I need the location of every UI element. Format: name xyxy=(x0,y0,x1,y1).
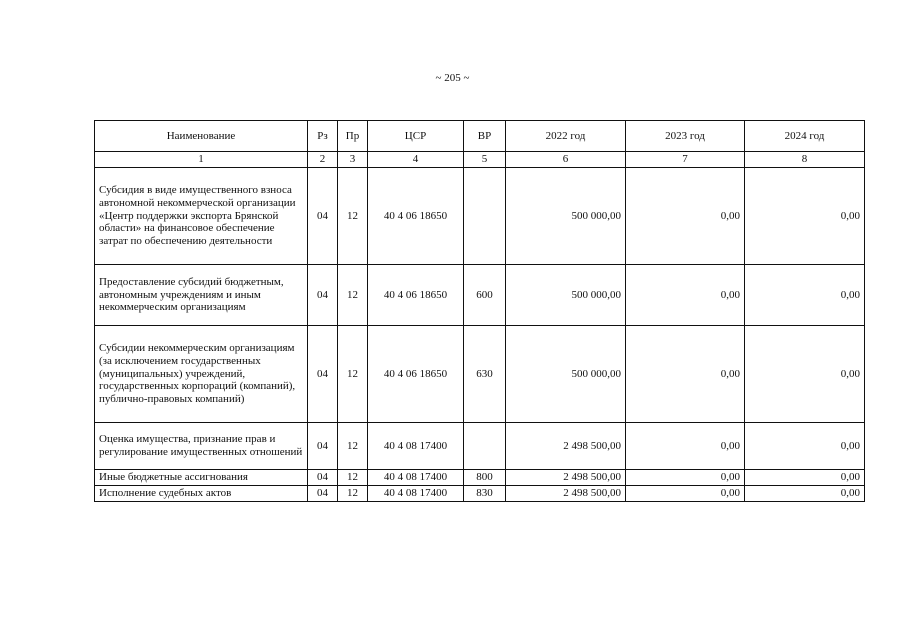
row-2022: 2 498 500,00 xyxy=(506,470,626,486)
row-vr xyxy=(464,168,506,265)
row-pr: 12 xyxy=(338,168,368,265)
page-number: ~ 205 ~ xyxy=(435,72,470,84)
row-pr: 12 xyxy=(338,486,368,502)
header-2024: 2024 год xyxy=(745,121,865,152)
column-number-row xyxy=(95,152,865,168)
row-csr: 40 4 06 18650 xyxy=(368,265,464,326)
column-number: 3 xyxy=(338,152,368,168)
row-2022: 2 498 500,00 xyxy=(506,423,626,470)
row-rz: 04 xyxy=(308,486,338,502)
table-row xyxy=(95,486,865,502)
row-vr: 830 xyxy=(464,486,506,502)
table-row xyxy=(95,168,865,265)
row-name: Субсидия в виде имущественного взноса автономной некоммерческой организации «Центр поддержки экспорта Брянской области» на финансовое обеспечение затрат по обеспечению деятельности xyxy=(95,168,308,265)
row-pr: 12 xyxy=(338,470,368,486)
row-csr: 40 4 08 17400 xyxy=(368,470,464,486)
row-2024: 0,00 xyxy=(745,326,865,423)
row-rz: 04 xyxy=(308,470,338,486)
row-rz: 04 xyxy=(308,326,338,423)
row-2023: 0,00 xyxy=(626,470,745,486)
row-pr: 12 xyxy=(338,265,368,326)
row-name: Исполнение судебных актов xyxy=(95,486,308,502)
row-2024: 0,00 xyxy=(745,265,865,326)
row-2023: 0,00 xyxy=(626,326,745,423)
row-2024: 0,00 xyxy=(745,168,865,265)
table-row xyxy=(95,470,865,486)
header-name: Наименование xyxy=(95,121,308,152)
row-2022: 2 498 500,00 xyxy=(506,486,626,502)
header-pr: Пр xyxy=(338,121,368,152)
table-row xyxy=(95,265,865,326)
row-name: Оценка имущества, признание прав и регулирование имущественных отношений xyxy=(95,423,308,470)
row-csr: 40 4 08 17400 xyxy=(368,423,464,470)
row-name: Субсидии некоммерческим организациям (за исключением государственных (муниципальных) учреждений, государственных корпораций (компаний), публично-правовых компаний) xyxy=(95,326,308,423)
row-csr: 40 4 06 18650 xyxy=(368,168,464,265)
row-2022: 500 000,00 xyxy=(506,265,626,326)
column-number: 2 xyxy=(308,152,338,168)
budget-table xyxy=(94,120,865,502)
row-csr: 40 4 06 18650 xyxy=(368,326,464,423)
row-vr xyxy=(464,423,506,470)
row-name: Предоставление субсидий бюджетным, автономным учреждениям и иным некоммерческим организациям xyxy=(95,265,308,326)
column-number: 8 xyxy=(745,152,865,168)
column-number: 6 xyxy=(506,152,626,168)
row-2023: 0,00 xyxy=(626,423,745,470)
row-2024: 0,00 xyxy=(745,486,865,502)
row-2022: 500 000,00 xyxy=(506,326,626,423)
row-pr: 12 xyxy=(338,326,368,423)
table-row xyxy=(95,423,865,470)
row-rz: 04 xyxy=(308,168,338,265)
row-2023: 0,00 xyxy=(626,168,745,265)
column-number: 4 xyxy=(368,152,464,168)
header-vr: ВР xyxy=(464,121,506,152)
row-name: Иные бюджетные ассигнования xyxy=(95,470,308,486)
row-2023: 0,00 xyxy=(626,486,745,502)
row-vr: 630 xyxy=(464,326,506,423)
row-rz: 04 xyxy=(308,265,338,326)
header-2023: 2023 год xyxy=(626,121,745,152)
header-rz: Рз xyxy=(308,121,338,152)
row-vr: 600 xyxy=(464,265,506,326)
row-pr: 12 xyxy=(338,423,368,470)
header-2022: 2022 год xyxy=(506,121,626,152)
row-csr: 40 4 08 17400 xyxy=(368,486,464,502)
header-csr: ЦСР xyxy=(368,121,464,152)
row-2024: 0,00 xyxy=(745,423,865,470)
table-row xyxy=(95,326,865,423)
row-2024: 0,00 xyxy=(745,470,865,486)
header-row xyxy=(95,121,865,152)
column-number: 5 xyxy=(464,152,506,168)
row-vr: 800 xyxy=(464,470,506,486)
column-number: 7 xyxy=(626,152,745,168)
row-2022: 500 000,00 xyxy=(506,168,626,265)
column-number: 1 xyxy=(95,152,308,168)
row-rz: 04 xyxy=(308,423,338,470)
row-2023: 0,00 xyxy=(626,265,745,326)
